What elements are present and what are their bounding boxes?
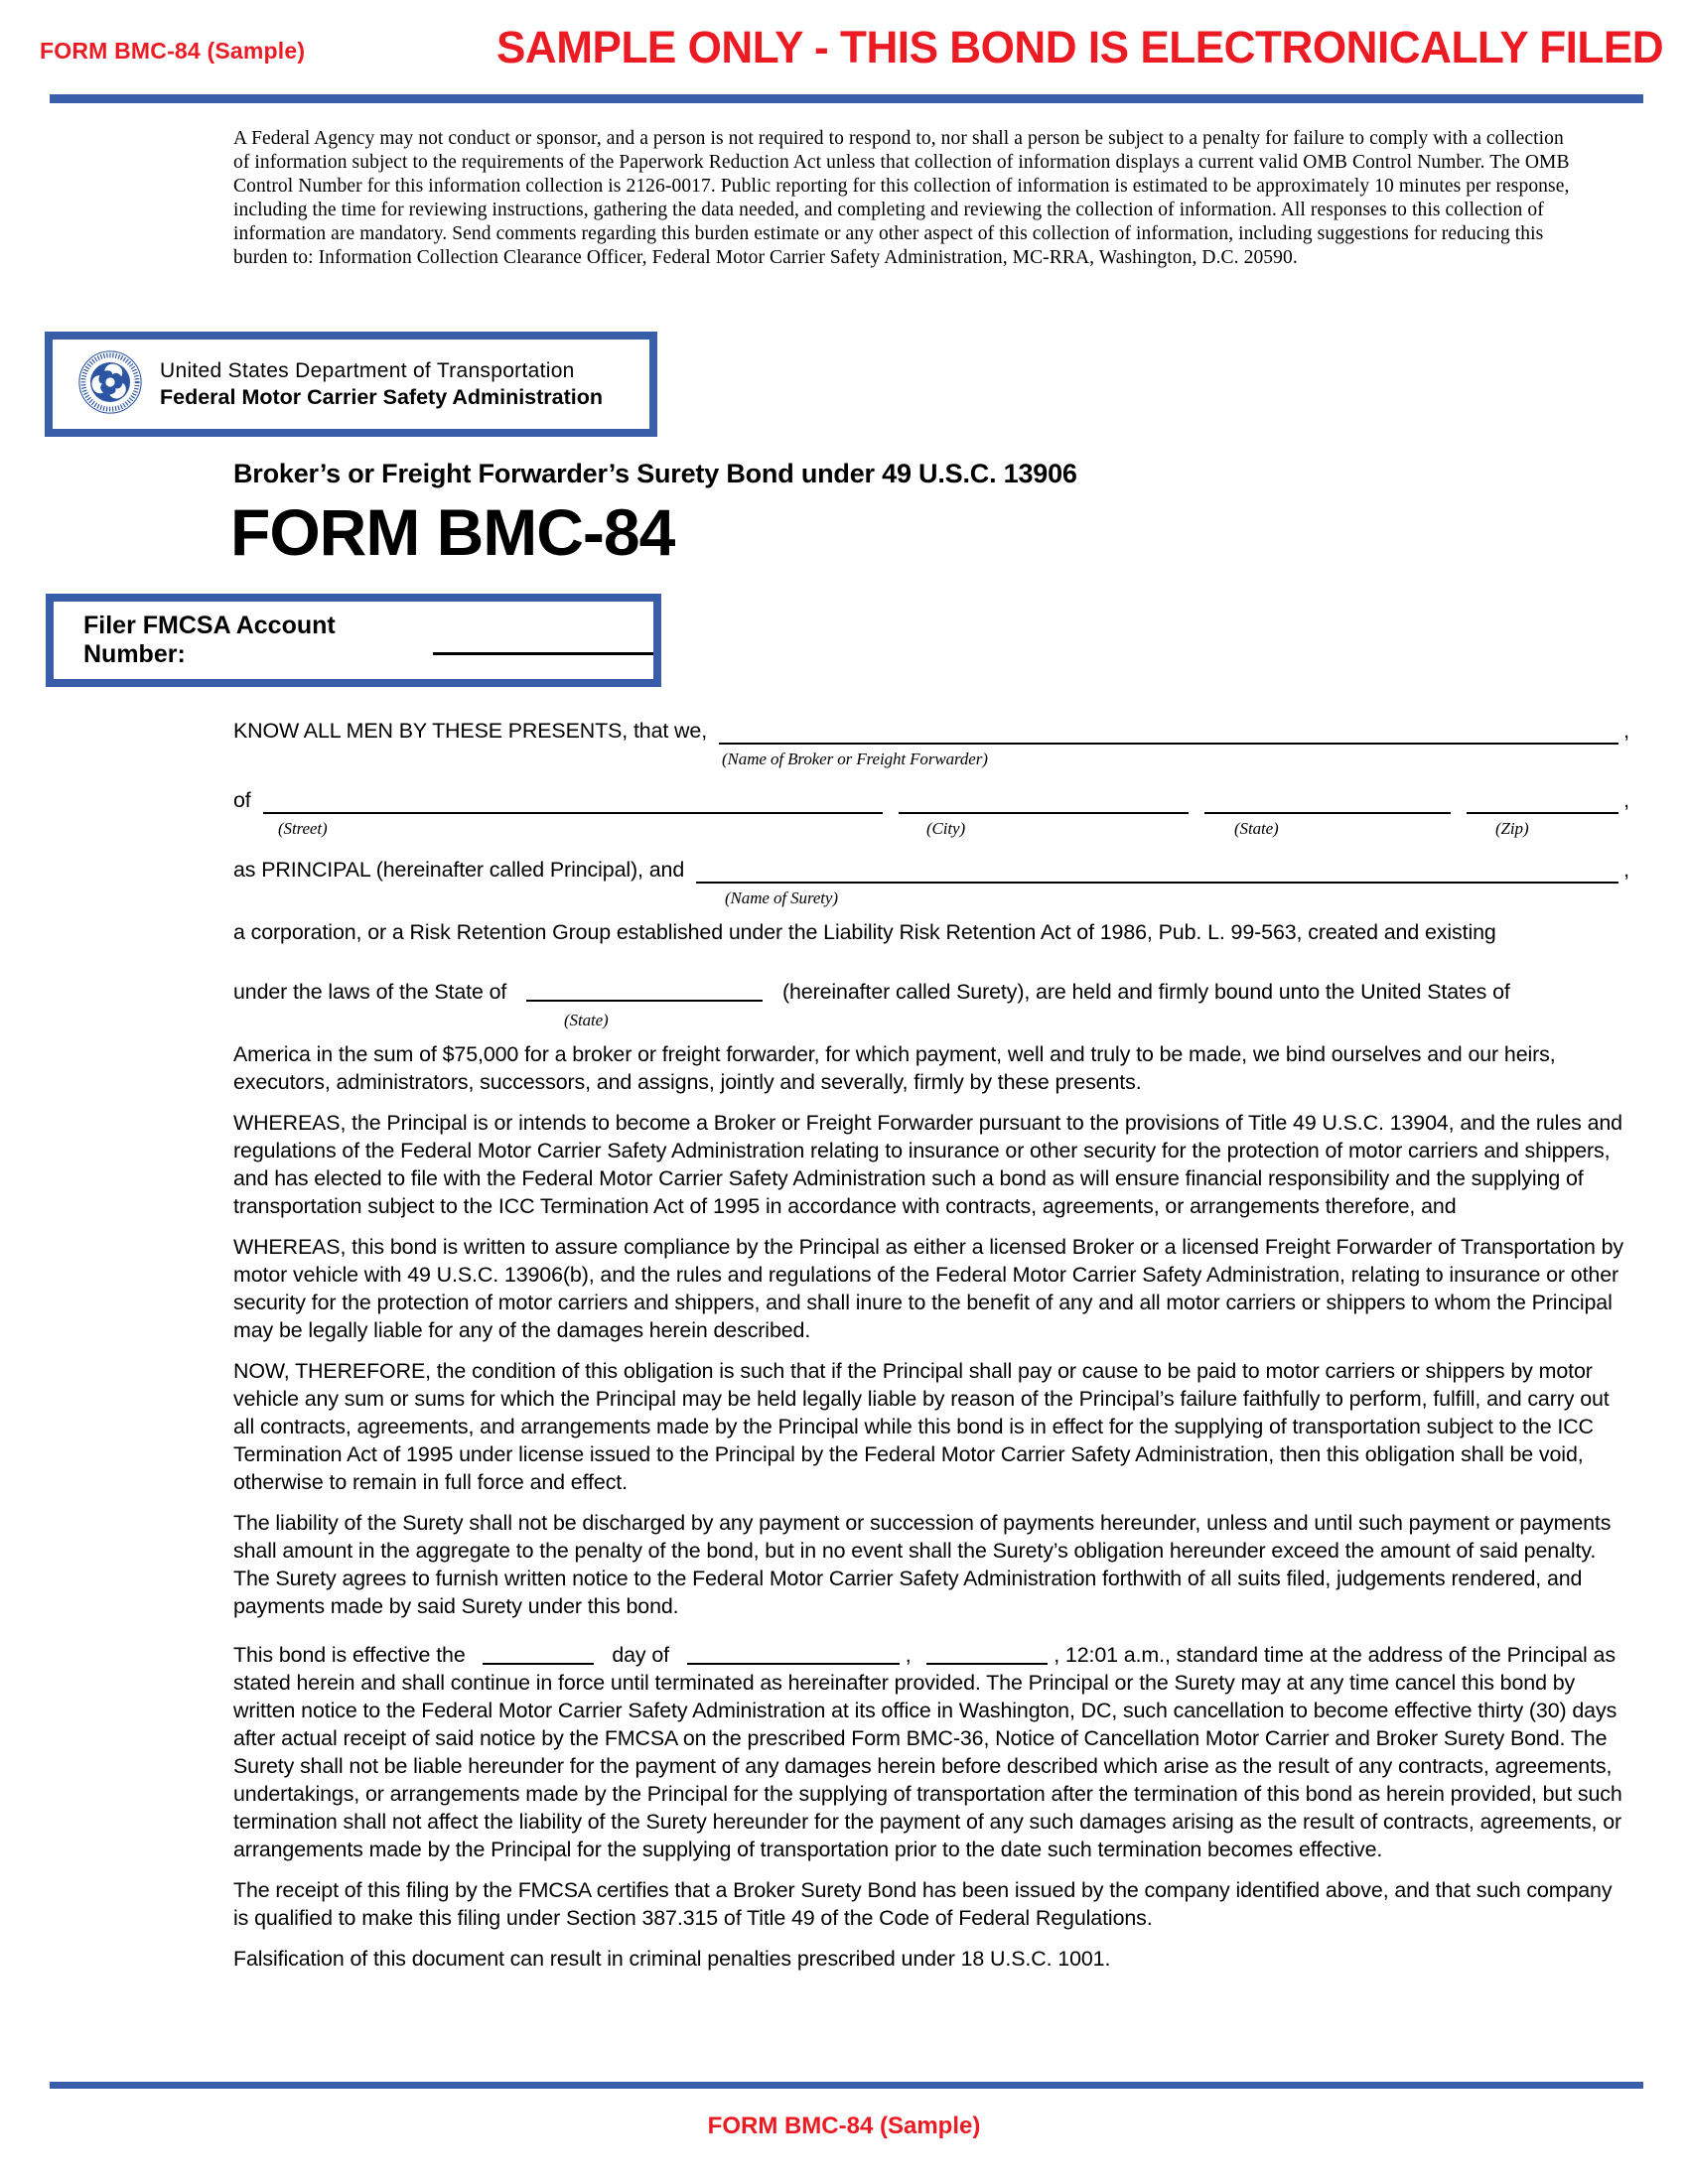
agency-subname: Federal Motor Carrier Safety Administration bbox=[160, 384, 604, 409]
laws-suffix-text: (hereinafter called Surety), are held and firmly bound unto the United States of bbox=[781, 980, 1510, 1004]
laws-state-blank-field[interactable] bbox=[526, 986, 763, 1002]
punctuation: , bbox=[1623, 719, 1629, 743]
effective-month-blank-field[interactable] bbox=[687, 1649, 900, 1665]
address-row bbox=[233, 786, 1629, 814]
effective-year-blank-field[interactable] bbox=[926, 1649, 1048, 1665]
whereas-clause-1: WHEREAS, the Principal is or intends to become a Broker or Freight Forwarder pursuant to the provisions of Title 49 U.S.C. 13904, and the rules and regulations of the Federal Motor Carrier Safety Administration relating to insurance or other security for the protection of motor carriers and shippers, and has elected to file with the Federal Motor Carrier Safety Administration such a bond as will ensure financial responsibility and the supplying of transportation subject to the ICC Termination Act of 1995 in accordance with contracts, agreements, or arrangements therefore, and bbox=[233, 1111, 1622, 1218]
effective-prefix-text: This bond is effective the bbox=[233, 1643, 466, 1667]
receipt-clause: The receipt of this filing by the FMCSA certifies that a Broker Surety Bond has been issued by the company identified above, and that such company is qualified to make this filing under Section 387.315 of Title 49 of the Code of Federal Regulations. bbox=[233, 1878, 1613, 1930]
whereas-clause-2: WHEREAS, this bond is written to assure compliance by the Principal as either a licensed Broker or a licensed Freight Forwarder of Transportation by motor vehicle with 49 U.S.C. 13906(b), and the rules and regulations of the Federal Motor Carrier Safety Administration, relating to insurance or other security for the protection of motor carriers and shippers, and shall inure to the benefit of any and all motor carriers or shippers to whom the Principal may be legally liable for any of the damages herein described. bbox=[233, 1235, 1624, 1342]
field-caption-row bbox=[233, 814, 1629, 839]
form-id-label: FORM BMC-84 (Sample) bbox=[40, 38, 306, 64]
falsification-clause: Falsification of this document can result in criminal penalties prescribed under 18 U.S.C. 1001. bbox=[233, 1947, 1111, 1971]
principal-name-row bbox=[233, 717, 1629, 745]
us-dot-seal-icon bbox=[78, 350, 142, 419]
state-caption: (State) bbox=[1234, 819, 1279, 838]
now-therefore-clause: NOW, THEREFORE, the condition of this obligation is such that if the Principal shall pay or cause to be paid to motor carriers or shippers by motor vehicle any sum or sums for which the Principal may be held legally liable by reason of the Principal’s failure faithfully to perform, fulfill, and carry out all contracts, agreements, and arrangements made by the Principal while this bond is in effect for the supplying of transportation subject to the ICC Termination Act of 1995 under license issued to the Principal by the Federal Motor Carrier Safety Administration, then this obligation shall be void, otherwise to remain in full force and effect. bbox=[233, 1359, 1610, 1494]
filer-account-box bbox=[46, 594, 661, 687]
bond-body bbox=[233, 717, 1629, 1973]
form-title: FORM BMC-84 bbox=[230, 495, 675, 569]
surety-name-row bbox=[233, 856, 1629, 884]
punctuation: , bbox=[1623, 858, 1629, 882]
effective-day-blank-field[interactable] bbox=[483, 1649, 594, 1665]
filer-account-blank-field[interactable] bbox=[433, 625, 653, 655]
city-caption: (City) bbox=[926, 819, 966, 838]
zip-caption: (Zip) bbox=[1495, 819, 1529, 838]
form-subtitle: Broker’s or Freight Forwarder’s Surety Bond under 49 U.S.C. 13906 bbox=[233, 459, 1077, 488]
paperwork-reduction-notice: A Federal Agency may not conduct or sponsor, and a person is not required to respond to, nor shall a person be subject to a penalty for failure to comply with a collection of information subject to the requirements of the Paperwork Reduction Act unless that collection of information displays a current valid OMB Control Number. The OMB Control Number for this information collection is 2126-0017. Public reporting for this collection of information is estimated to be approximately 10 minutes per response, including the time for reviewing instructions, gathering the data needed, and completing and reviewing the collection of information. All responses to this collection of information are mandatory. Send comments regarding this burden estimate or any other aspect of this collection of information, including suggestions for reducing this burden to: Information Collection Clearance Officer, Federal Motor Carrier Safety Administration, MC-RRA, Washington, D.C. 20590. bbox=[233, 128, 1570, 268]
corporation-clause: a corporation, or a Risk Retention Group established under the Liability Risk Retention Act of 1986, Pub. L. 99-563, created and existing bbox=[233, 920, 1496, 944]
field-caption-row bbox=[233, 745, 1629, 769]
principal-text: as PRINCIPAL (hereinafter called Principal), and bbox=[233, 858, 685, 882]
sample-banner: SAMPLE ONLY - THIS BOND IS ELECTRONICALLY FILED bbox=[496, 22, 1664, 72]
of-text: of bbox=[233, 788, 251, 812]
effective-rest-text: , 12:01 a.m., standard time at the address of the Principal as stated herein and shall continue in force until terminated as hereinafter provided. The Principal or the Surety may at any time cancel this bond by written notice to the Federal Motor Carrier Safety Administration at its office in Washington, DC, such cancellation to become effective thirty (30) days after actual receipt of said notice by the FMCSA on the prescribed Form BMC-36, Notice of Cancellation Motor Carrier and Broker Surety Bond. The Surety shall not be liable hereunder for the payment of any damages herein before described which arise as the result of any contracts, agreements, undertakings, or arrangements made by the Principal for the supplying of transportation after the termination of this bond as herein provided, but such termination shall not affect the liability of the Surety hereunder for the payment of any such damages arising as the result of contracts, agreements, or arrangements made by the Principal for the supplying of transportation prior to the date such termination becomes effective. bbox=[233, 1643, 1622, 1861]
footer-form-label: FORM BMC-84 (Sample) bbox=[707, 2113, 981, 2139]
laws-prefix-text: under the laws of the State of bbox=[233, 980, 507, 1004]
effective-dayof-text: day of bbox=[612, 1643, 669, 1667]
broker-name-caption: (Name of Broker or Freight Forwarder) bbox=[722, 750, 988, 768]
america-sum-clause: America in the sum of $75,000 for a broker or freight forwarder, for which payment, well and truly to be made, we bind ourselves and our heirs, executors, administrators, successors, and assigns, jointly and severally, firmly by these presents. bbox=[233, 1042, 1556, 1094]
effective-date-clause bbox=[233, 1641, 1629, 1863]
liability-clause: The liability of the Surety shall not be discharged by any payment or succession of payments hereunder, unless and until such payment or payments shall amount in the aggregate to the penalty of the bond, but in no event shall the Surety’s obligation hereunder exceed the amount of said penalty. The Surety agrees to furnish written notice to the Federal Motor Carrier Safety Administration forthwith of all suits filed, judgements rendered, and payments made by said Surety under this bond. bbox=[233, 1511, 1612, 1618]
laws-state-caption: (State) bbox=[564, 1011, 609, 1029]
street-caption: (Street) bbox=[278, 819, 328, 838]
state-laws-clause bbox=[233, 978, 1629, 1006]
agency-name: United States Department of Transportation bbox=[160, 358, 575, 382]
filer-account-label: Filer FMCSA Account Number: bbox=[83, 612, 336, 668]
punctuation: , bbox=[905, 1643, 912, 1667]
field-caption-row bbox=[233, 1006, 1629, 1030]
punctuation: , bbox=[1623, 788, 1629, 812]
know-all-men-text: KNOW ALL MEN BY THESE PRESENTS, that we, bbox=[233, 719, 708, 743]
agency-header-box bbox=[45, 332, 657, 437]
field-caption-row bbox=[233, 884, 1629, 908]
surety-name-caption: (Name of Surety) bbox=[725, 888, 838, 907]
header-divider bbox=[50, 94, 1643, 103]
footer-divider bbox=[50, 2082, 1643, 2089]
